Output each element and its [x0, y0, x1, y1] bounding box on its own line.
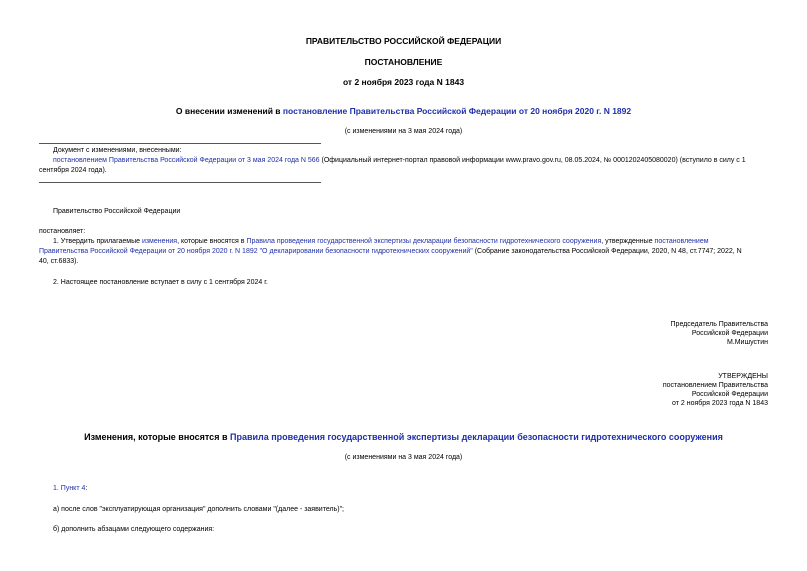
item-1-colon: : [85, 485, 88, 492]
signature-name: М.Мишустин [726, 339, 768, 346]
document-date-number: от 2 ноября 2023 года N 1843 [342, 77, 465, 87]
approved-heading: УТВЕРЖДЕНЫ [718, 373, 768, 380]
changes-box-bottom-rule [39, 182, 321, 183]
government-heading: ПРАВИТЕЛЬСТВО РОССИЙСКОЙ ФЕДЕРАЦИИ [305, 36, 502, 46]
paragraph-1-line2 [39, 247, 769, 256]
p1-text-d: (Собрание законодательства Российской Федерации, 2020, N 48, ст.7747; 2022, N [472, 248, 742, 255]
signature-position: Председатель Правительства [670, 321, 768, 328]
amending-decree-link[interactable]: постановлением Правительства Российской Федерации от 3 мая 2024 года N 566 [53, 157, 320, 164]
p1-text-b: , которые вносятся в [177, 238, 247, 245]
item-a: а) после слов "эксплуатирующая организация" дополнить словами "(далее - заявитель)"; [53, 506, 345, 513]
approved-country: Российской Федерации [691, 391, 768, 398]
changes-edition-note: (с изменениями на 3 мая 2024 года) [344, 454, 463, 461]
p1-text-c: , утвержденные [601, 238, 655, 245]
signature-block [671, 320, 768, 347]
title-prefix: О внесении изменений в [175, 106, 283, 116]
decrees-word: постановляет: [39, 228, 86, 235]
item-b: б) дополнить абзацами следующего содержания: [53, 526, 215, 533]
changes-link[interactable]: изменения [141, 238, 178, 245]
title-link-base-decree[interactable]: постановление Правительства Российской Федерации от 20 ноября 2020 г. N 1892 [282, 106, 632, 116]
changes-box-label: Документ с изменениями, внесенными: [53, 147, 182, 154]
p1-text-a: 1. Утвердить прилагаемые [53, 238, 142, 245]
item-1-link[interactable]: 1. Пункт 4 [53, 485, 86, 492]
approved-date: от 2 ноября 2023 года N 1843 [672, 400, 768, 407]
approved-by: постановлением Правительства [662, 382, 768, 389]
item-1 [53, 484, 87, 493]
document-title [0, 106, 807, 116]
changes-title-prefix: Изменения, которые вносятся в [84, 432, 230, 442]
title-edition-note: (с изменениями на 3 мая 2024 года) [344, 128, 463, 135]
base-decree-link-start[interactable]: постановлением [654, 238, 709, 245]
signature-country: Российской Федерации [691, 330, 768, 337]
rules-link[interactable]: Правила проведения государственной экспертизы декларации безопасности гидротехнического сооружения [246, 238, 602, 245]
paragraph-2: 2. Настоящее постановление вступает в силу с 1 сентября 2024 г. [53, 279, 268, 286]
base-decree-link-end[interactable]: Правительства Российской Федерации от 20 ноября 2020 г. N 1892 "О декларировании безопасности гидротехнических сооружений" [39, 248, 473, 255]
approved-block [663, 372, 768, 408]
document-type: ПОСТАНОВЛЕНИЕ [364, 57, 443, 67]
amending-decree-details: (Официальный интернет-портал правовой информации www.pravo.gov.ru, 08.05.2024, № 0001202405080020) (вступило в силу с 1 [319, 157, 746, 164]
paragraph-1-line1 [53, 237, 768, 246]
government-name: Правительство Российской Федерации [53, 208, 181, 215]
changes-box-line1 [53, 156, 773, 165]
changes-title-rules-link[interactable]: Правила проведения государственной экспертизы декларации безопасности гидротехнического сооружения [229, 432, 723, 442]
changes-box-line2: сентября 2024 года). [39, 167, 107, 174]
paragraph-1-line3: 40, ст.6833). [39, 258, 79, 265]
changes-title [0, 432, 807, 443]
changes-box-top-rule [39, 143, 321, 144]
